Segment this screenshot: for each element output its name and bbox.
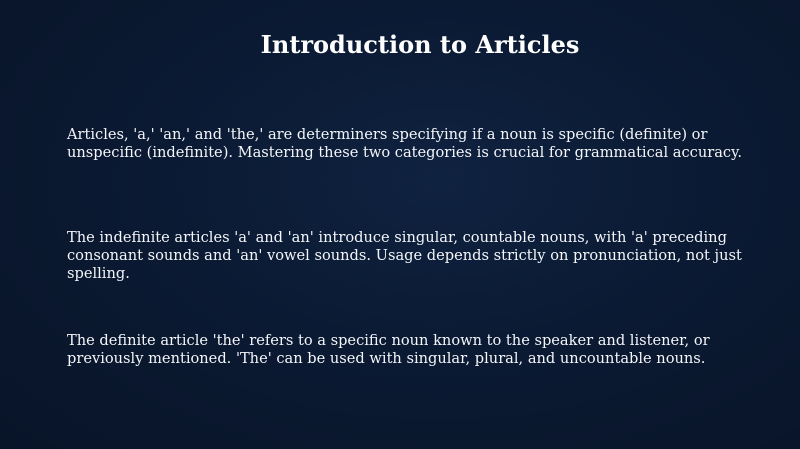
paragraph-indefinite-articles: The indefinite articles 'a' and 'an' introduce singular, countable nouns, with 'a' preceding consonant sounds and 'an' vowel sounds. Usage depends strictly on pronunciation, not just spelling.: [67, 229, 742, 282]
paragraph-definite-article: The definite article 'the' refers to a specific noun known to the speaker and listener, or previously mentioned. 'The' can be used with singular, plural, and uncountable nouns.: [67, 332, 710, 367]
slide-title: Introduction to Articles: [260, 30, 580, 59]
paragraph-articles-overview: Articles, 'a,' 'an,' and 'the,' are determiners specifying if a noun is specific (definite) or unspecific (indefinite). Mastering these two categories is crucial for grammatical accuracy.: [67, 126, 743, 161]
